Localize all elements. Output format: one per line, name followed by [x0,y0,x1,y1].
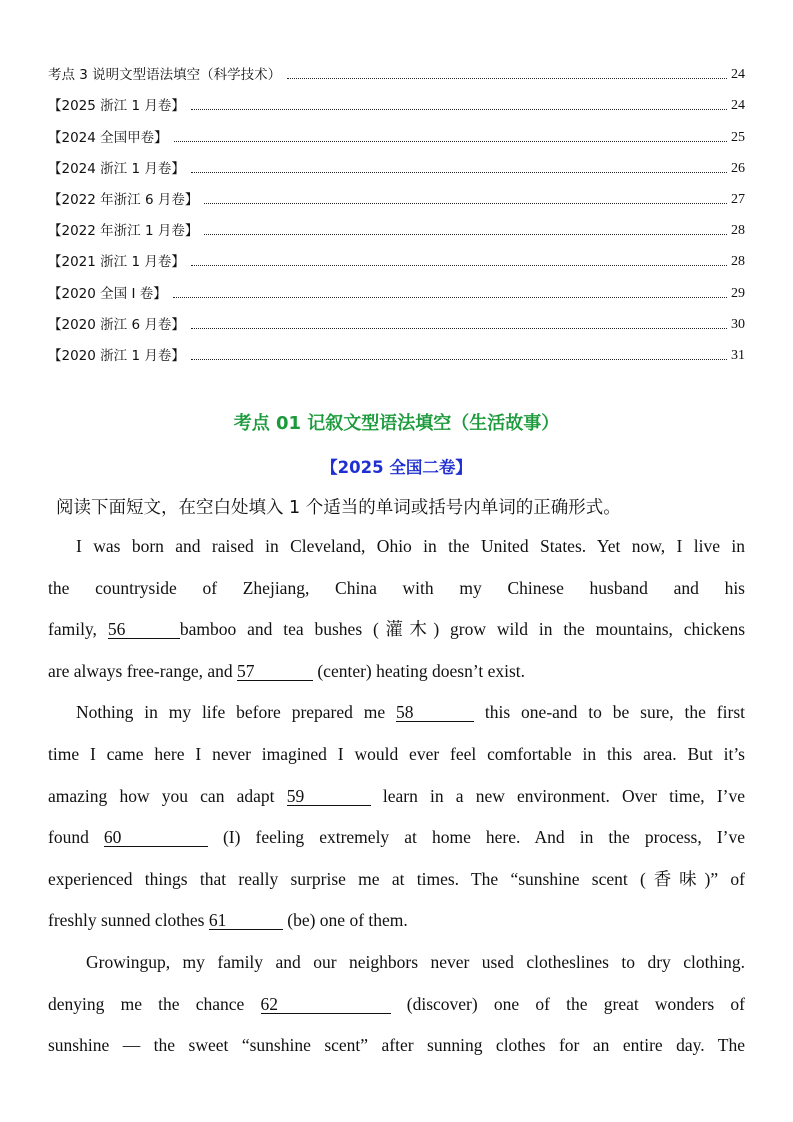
passage-text: (center) heating doesn’t exist. [312,660,526,681]
toc-entry-page: 24 [731,67,745,83]
toc-entry-label: 【2022 年浙江 1 月卷】 [48,223,199,240]
toc-entry[interactable] [48,114,745,145]
answer-blank-62[interactable]: 62 [261,995,391,1014]
toc-entry-page: 30 [731,316,745,332]
toc-entry-page: 31 [731,347,745,363]
passage-text: Nothing in my life before prepared me [76,702,397,723]
passage-text: time I came here I never imagined I would ever feel comfortable in this area. But it’s [48,743,745,764]
passage-line [48,568,745,610]
toc-dot-leader [191,265,727,266]
passage-text: bamboo and tea bushes (灌木) grow wild in the mountains, chickens [179,619,746,640]
passage-text: are always free-range, and [48,660,237,681]
passage-line [48,776,745,818]
paragraph-1 [48,526,745,651]
passage-text: I was born and raised in Cleveland, Ohio in the United States. Yet now, I live in [76,536,745,556]
toc-entry-label: 【2020 全国 I 卷】 [48,285,167,302]
passage-text: this one-and to be sure, the first [474,702,745,723]
paragraph-2-end [48,900,745,942]
paragraph-3 [48,942,745,1067]
passage-text: freshly sunned clothes [48,910,209,931]
passage-line [48,609,745,651]
passage-text: amazing how you can adapt [48,785,287,806]
passage-line [48,1025,745,1067]
toc-dot-leader [173,297,727,298]
passage-text: denying me the chance [48,993,261,1014]
toc-entry-label: 【2024 全国甲卷】 [48,129,168,146]
section-heading: 考点 01 记叙文型语法填空（生活故事） [233,413,560,434]
answer-blank-59[interactable]: 59 [287,787,371,806]
toc-entry-page: 26 [731,160,745,176]
toc-dot-leader [287,78,727,79]
passage-text: sunshine — the sweet “sunshine scent” after sunning clothes for an entire day. The [48,1035,745,1056]
toc-entry-page: 25 [731,129,745,145]
toc-entry[interactable] [48,146,745,177]
passage-line [48,817,745,859]
table-of-contents [48,52,745,364]
answer-blank-60[interactable]: 60 [104,828,208,847]
toc-entry[interactable] [48,270,745,301]
passage-line [48,734,745,776]
passage-text: experienced things that really surprise me at times. The “sunshine scent (香味)” of [48,868,745,889]
passage [48,526,745,1067]
toc-entry-page: 28 [731,223,745,239]
toc-dot-leader [191,359,727,360]
paragraph-1-end [48,651,745,693]
toc-entry-label: 【2025 浙江 1 月卷】 [48,98,185,115]
toc-dot-leader [191,172,727,173]
toc-entry[interactable] [48,52,745,83]
passage-line [48,859,745,901]
exam-heading: 【2025 全国二卷】 [321,458,472,477]
passage-text: (discover) one of the great wonders of [390,993,745,1014]
toc-dot-leader [191,109,727,110]
passage-line [48,984,745,1026]
toc-entry[interactable] [48,239,745,270]
toc-dot-leader [174,141,727,142]
toc-entry-label: 【2020 浙江 1 月卷】 [48,347,185,364]
toc-entry-page: 29 [731,285,745,301]
toc-entry-label: 考点 3 说明文型语法填空（科学技术） [48,67,282,84]
toc-entry-page: 27 [731,191,745,207]
toc-dot-leader [204,234,727,235]
toc-entry[interactable] [48,302,745,333]
answer-blank-56[interactable]: 56 [108,620,180,639]
toc-entry-page: 24 [731,98,745,114]
answer-blank-58[interactable]: 58 [396,703,474,722]
instruction-text: 阅读下面短文，在空白处填入 1 个适当的单词或括号内单词的正确形式。 [56,498,621,518]
passage-text: the countryside of Zhejiang, China with my Chinese husband and his [48,577,745,598]
toc-entry[interactable] [48,83,745,114]
passage-text: (I) feeling extremely at home here. And in the process, I’ve [207,827,745,848]
answer-blank-61[interactable]: 61 [209,911,283,930]
answer-blank-57[interactable]: 57 [237,662,313,681]
toc-dot-leader [204,203,727,204]
passage-line [48,942,745,984]
toc-entry-label: 【2022 年浙江 6 月卷】 [48,191,199,208]
passage-text: found [48,827,104,848]
toc-entry[interactable] [48,208,745,239]
paragraph-2 [48,692,745,900]
passage-text: Growingup, my family and our neighbors never used clotheslines to dry clothing. [86,951,745,972]
passage-line [48,692,745,734]
toc-dot-leader [191,328,727,329]
toc-entry-label: 【2024 浙江 1 月卷】 [48,160,185,177]
passage-text: learn in a new environment. Over time, I’ve [370,785,745,806]
toc-entry-label: 【2020 浙江 6 月卷】 [48,316,185,333]
passage-text: (be) one of them. [282,910,408,931]
toc-entry[interactable] [48,333,745,364]
toc-entry-page: 28 [731,254,745,270]
toc-entry-label: 【2021 浙江 1 月卷】 [48,254,185,271]
passage-line [48,526,745,568]
passage-text: family, [48,619,108,640]
toc-entry[interactable] [48,177,745,208]
